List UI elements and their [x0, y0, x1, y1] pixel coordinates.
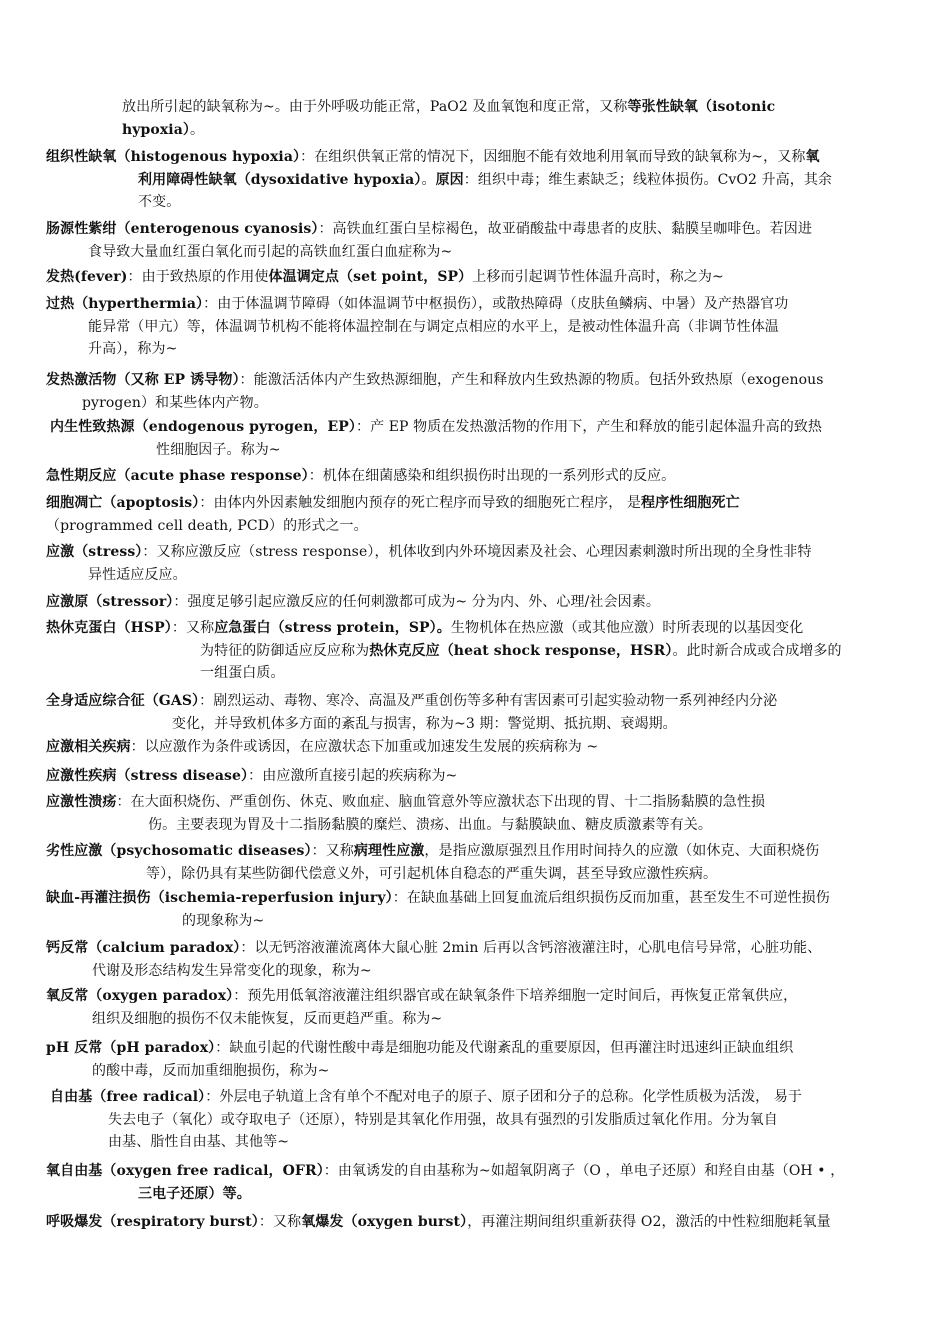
text-line — [46, 266, 908, 289]
text-line — [46, 840, 908, 863]
entry-heat-shock-protein — [46, 617, 908, 685]
text-run: 不变。 — [138, 194, 181, 210]
entry-apoptosis — [46, 492, 908, 537]
text-line — [46, 1211, 908, 1234]
text-line — [46, 791, 908, 814]
text-run: ：由体内外因素触发细胞内预存的死亡程序而导致的细胞死亡程序， 是 — [199, 495, 642, 511]
text-run: 上移而引起调节性体温升高时，称之为~ — [472, 269, 724, 285]
term-bold: 应激性疾病（stress disease） — [46, 768, 249, 784]
entry-acute-phase-response — [46, 465, 908, 488]
text-line — [46, 416, 908, 439]
text-run: 能异常（甲亢）等，体温调节机构不能将体温控制在与调定点相应的水平上，是被动性体温升高（非调节性体温 — [88, 318, 779, 335]
text-run: pyrogen）和某些体内产物。 — [82, 394, 268, 411]
text-line — [46, 1131, 908, 1154]
text-run: ：产 EP 物质在发热激活物的作用下，产生和释放的能引起体温升高的致热 — [355, 419, 823, 435]
text-line — [46, 465, 908, 488]
text-line — [46, 690, 908, 713]
text-run: 食导致大量血红蛋白氧化而引起的高铁血红蛋白血症称为~ — [88, 243, 453, 260]
text-line — [46, 1060, 908, 1083]
text-line — [46, 814, 908, 837]
text-run: ：又称应激反应（stress response），机体收到内外环境因素及社会、心理因素刺激时所出现的全身性非特 — [142, 544, 812, 560]
entry-oxygen-free-radical — [46, 1160, 908, 1205]
text-run: 生物机体在热应激（或其他应激）时所表现的以基因变化 — [450, 620, 804, 636]
term-bold: 程序性细胞死亡 — [641, 495, 740, 511]
text-line — [46, 736, 908, 759]
text-line — [46, 293, 908, 316]
text-line — [46, 316, 908, 339]
term-bold: 应激（stress） — [46, 544, 143, 560]
text-run: 代谢及形态结构发生异常变化的现象，称为~ — [92, 962, 372, 979]
term-bold: 自由基（free radical） — [50, 1089, 206, 1105]
text-run: ，再灌注期间组织重新获得 O2，激活的中性粒细胞耗氧量 — [467, 1214, 831, 1230]
entry-histogenous-hypoxia — [46, 146, 908, 214]
text-line — [46, 439, 908, 462]
text-line — [46, 591, 908, 614]
text-line — [46, 640, 908, 663]
term-bold: 病理性应激 — [353, 843, 425, 859]
text-line — [46, 492, 908, 515]
text-line — [46, 713, 908, 736]
entry-stress-ulcer — [46, 791, 908, 836]
text-line — [46, 96, 908, 119]
text-run: 。 — [189, 121, 205, 138]
text-line — [46, 863, 908, 886]
text-line — [46, 218, 908, 241]
term-bold: 组织性缺氧（histogenous hypoxia） — [46, 149, 301, 165]
text-line — [46, 910, 908, 933]
text-run: ：在大面积烧伤、严重创伤、休克、败血症、脑血管意外等应激状态下出现的胃、十二指肠黏膜的急性损 — [116, 794, 766, 810]
text-run: 的现象称为~ — [182, 912, 265, 929]
text-run: 失去电子（氧化）或夺取电子（还原），特别是其氧化作用强，故具有强烈的引发脂质过氧化作用。分为氧自 — [108, 1111, 778, 1128]
text-run: 一组蛋白质。 — [200, 665, 285, 681]
text-run: ：由氧诱发的自由基称为~如超氧阴离子（O ，单电子还原）和羟自由基（OH • ， — [323, 1163, 845, 1179]
text-line — [46, 241, 908, 264]
term-bold: 热休克反应（heat shock response，HSR） — [369, 642, 673, 659]
term-bold: 应急蛋白（stress protein，SP）。 — [214, 620, 451, 636]
text-line — [46, 1160, 908, 1183]
text-run: ：由应激所直接引起的疾病称为~ — [248, 768, 458, 784]
term-bold: hypoxia） — [122, 121, 190, 138]
term-bold: 体温调定点（set point，SP） — [268, 269, 473, 285]
text-line — [46, 1008, 908, 1031]
term-bold: 氧 — [805, 149, 820, 165]
entry-free-radical — [46, 1086, 908, 1154]
text-run: 为特征的防御适应反应称为 — [200, 642, 370, 659]
text-run: ：由于致热原的作用使 — [127, 269, 269, 285]
text-run: 性细胞因子。称为~ — [156, 441, 281, 458]
text-line — [46, 338, 908, 361]
text-line — [46, 515, 908, 538]
term-bold: 过热（hyperthermia） — [46, 296, 204, 312]
text-run: 。此时新合成或合成增多的 — [672, 642, 842, 659]
entry-enterogenous-cyanosis — [46, 218, 908, 263]
term-bold: 缺血-再灌注损伤（ischemia-reperfusion injury） — [46, 890, 393, 906]
text-run: ：在缺血基础上回复血流后组织损伤反而加重，甚至发生不可逆性损伤 — [392, 890, 830, 906]
term-bold: 三电子还原）等。 — [138, 1185, 251, 1202]
text-line — [46, 564, 908, 587]
entry-fever — [46, 266, 908, 289]
text-run: 放出所引起的缺氧称为~。由于外呼吸功能正常，PaO2 及血氧饱和度正常，又称 — [122, 99, 628, 115]
text-run: ：高铁血红蛋白呈棕褐色，故亚硝酸盐中毒患者的皮肤、黏膜呈咖啡色。若因进 — [318, 221, 812, 237]
text-line — [46, 765, 908, 788]
term-bold: 等张性缺氧（isotonic — [627, 99, 776, 115]
text-run: 变化，并导致机体多方面的紊乱与损害，称为~3 期：警觉期、抵抗期、衰竭期。 — [172, 715, 677, 732]
text-line — [46, 146, 908, 169]
term-bold: 利用障碍性缺氧（dysoxidative hypoxia） — [138, 171, 422, 188]
text-run: 伤。主要表现为胃及十二指肠黏膜的糜烂、溃疡、出血。与黏膜缺血、糖皮质激素等有关。 — [148, 816, 712, 833]
text-line — [46, 887, 908, 910]
text-run: ：预先用低氧溶液灌注组织器官或在缺氧条件下培养细胞一定时间后，再恢复正常氧供应， — [233, 988, 798, 1004]
term-bold: 氧爆发（oxygen burst） — [301, 1214, 468, 1230]
text-run: ，是指应激原强烈且作用时间持久的应激（如休克、大面积烧伤 — [424, 843, 820, 859]
term-bold: pH 反常（pH paradox） — [46, 1040, 216, 1056]
text-run: ：在组织供氧正常的情况下，因细胞不能有效地利用氧而导致的缺氧称为~，又称 — [300, 149, 806, 165]
text-line — [46, 119, 908, 142]
text-run: 的酸中毒，反而加重细胞损伤，称为~ — [92, 1062, 330, 1079]
entry-fever-activator — [46, 369, 908, 414]
entry-general-adaptation-syndrome — [46, 690, 908, 735]
text-run: ：剧烈运动、毒物、寒冷、高温及严重创伤等多种有害因素可引起实验动物一系列神经内分泌 — [199, 693, 778, 709]
text-run: ：强度足够引起应激反应的任何刺激都可成为~ 分为内、外、心理/社会因素。 — [173, 594, 660, 610]
term-bold: 氧反常（oxygen paradox） — [46, 988, 234, 1004]
text-line — [46, 662, 908, 685]
entry-stress-disease — [46, 765, 908, 788]
text-line — [46, 960, 908, 983]
text-run: 异性适应反应。 — [88, 566, 187, 583]
text-run: ：又称 — [258, 1214, 302, 1230]
text-run: ：又称 — [171, 620, 215, 636]
text-line — [46, 1037, 908, 1060]
text-run: ：机体在细菌感染和组织损伤时出现的一系列形式的反应。 — [308, 468, 676, 484]
text-line — [46, 937, 908, 960]
text-line — [46, 191, 908, 214]
entry-ischemia-reperfusion-injury — [46, 887, 908, 932]
text-line — [46, 1109, 908, 1132]
entry-endogenous-pyrogen — [46, 416, 908, 461]
text-line — [46, 369, 908, 392]
text-line — [46, 617, 908, 640]
entry-hyperthermia — [46, 293, 908, 361]
text-run: ：以无钙溶液灌流离体大鼠心脏 2min 后再以含钙溶液灌注时，心肌电信号异常，心脏功能、 — [240, 940, 822, 956]
entry-stress-related-disease — [46, 736, 908, 759]
text-run: ：组织中毒；维生素缺乏；线粒体损伤。CvO2 升高，其余 — [463, 171, 833, 188]
term-bold: 细胞凋亡（apoptosis） — [46, 495, 200, 511]
term-bold: 劣性应激（psychosomatic diseases） — [46, 843, 312, 859]
text-run: ：外层电子轨道上含有单个不配对电子的原子、原子团和分子的总称。化学性质极为活泼， 易于 — [205, 1089, 803, 1105]
text-run: ：又称 — [311, 843, 354, 859]
text-run: ：由于体温调节障碍（如体温调节中枢损伤），或散热障碍（皮肤鱼鳞病、中暑）及产热器官功 — [203, 296, 789, 312]
text-line — [46, 541, 908, 564]
text-run: 由基、脂性自由基、其他等~ — [108, 1134, 290, 1150]
text-line — [46, 169, 908, 192]
text-run: ：缺血引起的代谢性酸中毒是细胞功能及代谢紊乱的重要原因，但再灌注时迅速纠正缺血组织 — [215, 1040, 794, 1056]
entry-psychosomatic-diseases — [46, 840, 908, 885]
text-run: 组织及细胞的损伤不仅未能恢复，反而更趋严重。称为~ — [92, 1010, 443, 1027]
entry-ph-paradox — [46, 1037, 908, 1082]
text-run: 等），除仍具有某些防御代偿意义外，可引起机体自稳态的严重失调，甚至导致应激性疾病。 — [146, 865, 718, 882]
term-bold: 急性期反应（acute phase response） — [46, 468, 309, 484]
text-run: ：能激活活体内产生致热源细胞，产生和释放内生致热源的物质。包括外致热原（exogenous — [239, 372, 824, 388]
term-bold: 氧自由基（oxygen free radical，OFR） — [46, 1163, 324, 1179]
term-bold: 应激性溃疡 — [46, 794, 117, 810]
text-run: 升高），称为~ — [88, 341, 178, 357]
term-bold: 内生性致热源（endogenous pyrogen，EP） — [50, 419, 356, 435]
entry-calcium-paradox — [46, 937, 908, 982]
text-run: 。 — [421, 171, 436, 188]
text-line — [46, 985, 908, 1008]
term-bold: 原因 — [435, 171, 464, 188]
text-line — [46, 1183, 908, 1206]
entry-oxygen-paradox — [46, 985, 908, 1030]
term-bold: 呼吸爆发（respiratory burst） — [46, 1214, 259, 1230]
text-run: ：以应激作为条件或诱因，在应激状态下加重或加速发生发展的疾病称为 ~ — [130, 739, 599, 755]
text-line — [46, 1086, 908, 1109]
term-bold: 发热(fever) — [46, 269, 128, 285]
term-bold: 肠源性紫绀（enterogenous cyanosis） — [46, 221, 319, 237]
term-bold: 钙反常（calcium paradox） — [46, 940, 241, 956]
term-bold: 全身适应综合征（GAS） — [46, 693, 200, 709]
entry-respiratory-burst — [46, 1211, 908, 1234]
entry-isotonic-hypoxia — [46, 96, 908, 141]
text-run: （programmed cell death, PCD）的形式之一。 — [46, 517, 368, 534]
term-bold: 应激原（stressor） — [46, 594, 174, 610]
entry-stress — [46, 541, 908, 586]
term-bold: 应激相关疾病 — [46, 739, 131, 755]
text-line — [46, 392, 908, 415]
term-bold: 发热激活物（又称 EP 诱导物） — [46, 372, 240, 388]
entry-stressor — [46, 591, 908, 614]
term-bold: 热休克蛋白（HSP） — [46, 620, 172, 636]
